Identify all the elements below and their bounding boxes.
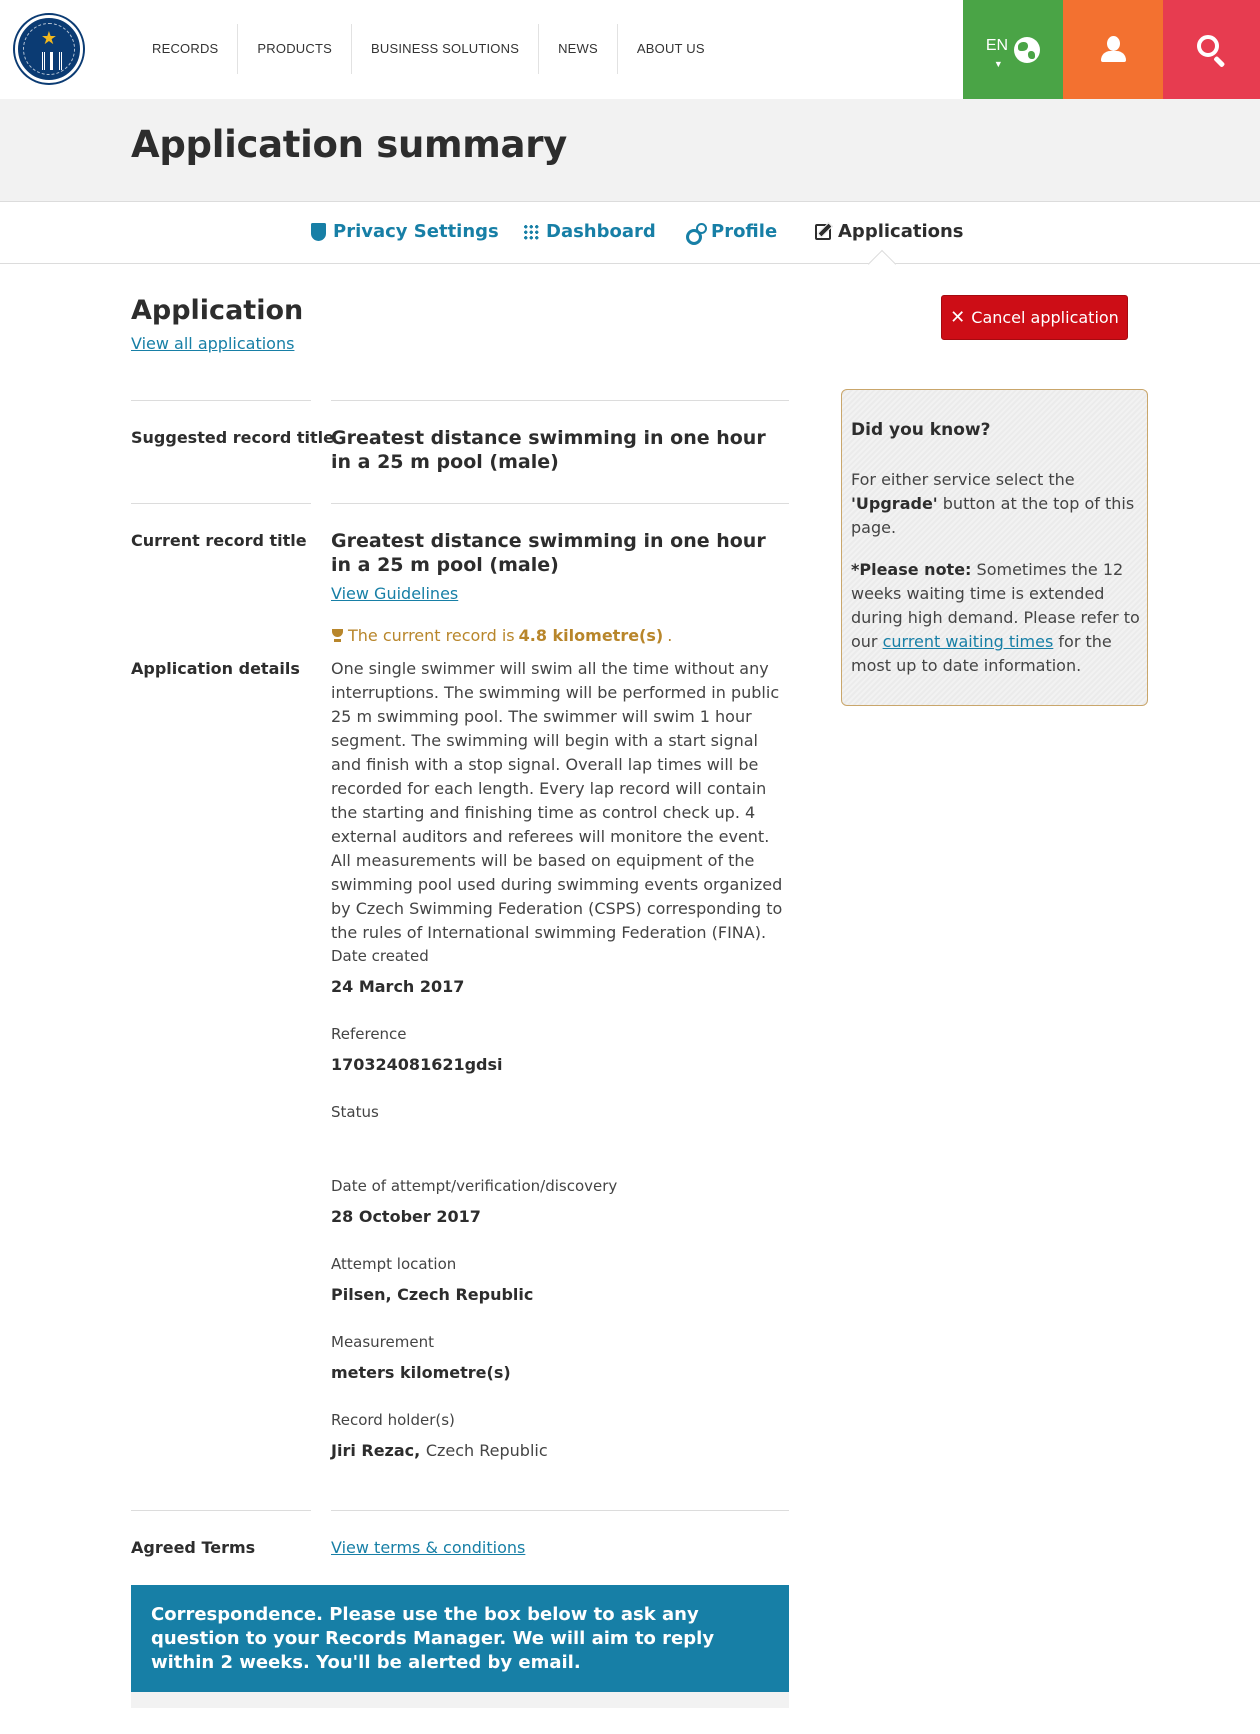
page-header	[0, 99, 1260, 202]
divider	[331, 503, 789, 504]
account-subnav	[0, 203, 1260, 264]
record-holder-country: Czech Republic	[425, 1441, 548, 1460]
upgrade-tip-text-end: button at the top of this page.	[851, 494, 1135, 537]
record-holder-label: Record holder(s)	[331, 1411, 455, 1429]
record-holder-value	[331, 1441, 548, 1460]
agreed-terms-label: Agreed Terms	[131, 1538, 256, 1557]
did-you-know-panel	[841, 389, 1148, 706]
tab-applications-label: Applications	[838, 221, 964, 242]
search-button[interactable]	[1163, 0, 1260, 99]
cancel-application-label: Cancel application	[971, 308, 1119, 327]
globe-icon	[1014, 37, 1040, 63]
attempt-location-value: Pilsen, Czech Republic	[331, 1285, 534, 1304]
nav-news[interactable]: NEWS	[539, 24, 618, 74]
divider	[331, 1510, 789, 1511]
waiting-time-text-end: for the most up to date information.	[851, 632, 1112, 675]
current-record-prefix: The current record is	[348, 626, 515, 645]
shield-icon	[311, 223, 326, 241]
measurement-label: Measurement	[331, 1333, 434, 1351]
date-created-label: Date created	[331, 947, 429, 965]
application-details-label: Application details	[131, 659, 300, 678]
application-details-text: One single swimmer will swim all the time without any interruptions. The swimming will be performed in public 25 m swimming pool. The swimmer will swim 1 hour segment. The swimming will begin with a start signal and finish with a stop signal. Overall lap times will be recorded for each length. Every lap record will contain the starting and finishing time as control check up. 4 external auditors and referees will monitore the event. All measurements will be based on equipment of the swimming pool used during swimming events organized by Czech Swimming Federation (CSPS) corresponding to the rules of International swimming Federation (FINA).	[331, 659, 783, 942]
waiting-time-text: Sometimes the 12 weeks waiting time is extended during high demand. Please refer to our	[851, 560, 1140, 651]
current-record-note	[331, 626, 672, 645]
trophy-icon	[331, 629, 344, 643]
pillar-icon	[42, 52, 62, 70]
search-icon	[1197, 35, 1227, 65]
nav-about-us[interactable]: ABOUT US	[636, 41, 705, 56]
reference-label: Reference	[331, 1025, 407, 1043]
did-you-know-title: Did you know?	[851, 420, 991, 440]
edit-icon	[815, 224, 831, 240]
tab-profile[interactable]	[686, 221, 777, 242]
divider	[131, 503, 311, 504]
current-record-value: 4.8 kilometre(s)	[518, 626, 664, 645]
divider	[131, 1510, 311, 1511]
view-all-applications-link[interactable]: View all applications	[131, 334, 295, 353]
correspondence-box[interactable]	[131, 1692, 789, 1708]
user-icon	[1100, 36, 1126, 64]
current-record-suffix: .	[667, 626, 673, 645]
upgrade-tip-emphasis: 'Upgrade'	[851, 494, 938, 513]
divider	[131, 400, 311, 401]
application-heading: Application	[131, 295, 304, 326]
correspondence-banner: Correspondence. Please use the box below to ask any question to your Records Manager. We will aim to reply within 2 weeks. You'll be alerted by email.	[131, 1585, 789, 1692]
caret-down-icon: ▼	[993, 58, 1003, 69]
tab-applications[interactable]	[815, 221, 964, 242]
attempt-date-value: 28 October 2017	[331, 1207, 481, 1226]
guinness-logo[interactable]	[15, 15, 83, 83]
main-menu	[133, 24, 724, 74]
tab-dashboard[interactable]	[523, 221, 656, 242]
active-tab-pointer	[868, 250, 896, 278]
current-waiting-times-link[interactable]: current waiting times	[882, 632, 1054, 651]
current-title-label: Current record title	[131, 531, 307, 550]
view-guidelines-link[interactable]: View Guidelines	[331, 584, 459, 603]
please-note-label: *Please note:	[851, 560, 972, 579]
close-icon: ✕	[950, 306, 966, 328]
waiting-time-note	[851, 558, 1141, 678]
tab-privacy-settings[interactable]	[311, 221, 499, 242]
reference-value: 170324081621gdsi	[331, 1055, 503, 1074]
suggested-title-label: Suggested record title	[131, 428, 334, 447]
suggested-title-value: Greatest distance swimming in one hour in a 25 m pool (male)	[331, 427, 766, 473]
tab-profile-label: Profile	[711, 221, 778, 242]
tab-dashboard-label: Dashboard	[546, 221, 656, 242]
measurement-value: meters kilometre(s)	[331, 1363, 511, 1382]
account-button[interactable]	[1063, 0, 1163, 99]
divider	[331, 400, 789, 401]
upgrade-tip	[851, 468, 1141, 540]
language-code: EN ▼	[985, 36, 1009, 69]
record-holder-name: Jiri Rezac,	[331, 1441, 421, 1460]
nav-products[interactable]: PRODUCTS	[238, 24, 352, 74]
current-title-value: Greatest distance swimming in one hour in a 25 m pool (male)	[331, 530, 766, 576]
page-title: Application summary	[131, 123, 567, 166]
gears-icon	[686, 223, 704, 240]
upgrade-tip-text: For either service select the	[851, 470, 1075, 489]
status-label: Status	[331, 1103, 379, 1121]
top-navigation	[0, 0, 1260, 99]
nav-business-solutions[interactable]: BUSINESS SOLUTIONS	[352, 24, 539, 74]
star-icon: ★	[40, 28, 58, 49]
tab-privacy-settings-label: Privacy Settings	[333, 221, 499, 242]
date-created-value: 24 March 2017	[331, 977, 465, 996]
language-button[interactable]	[963, 0, 1063, 99]
view-terms-link[interactable]: View terms & conditions	[331, 1538, 526, 1557]
nav-records[interactable]: RECORDS	[133, 24, 238, 74]
attempt-location-label: Attempt location	[331, 1255, 457, 1273]
attempt-date-label: Date of attempt/verification/discovery	[331, 1177, 618, 1195]
cancel-application-button[interactable]	[941, 295, 1128, 340]
grid-icon	[523, 224, 539, 240]
